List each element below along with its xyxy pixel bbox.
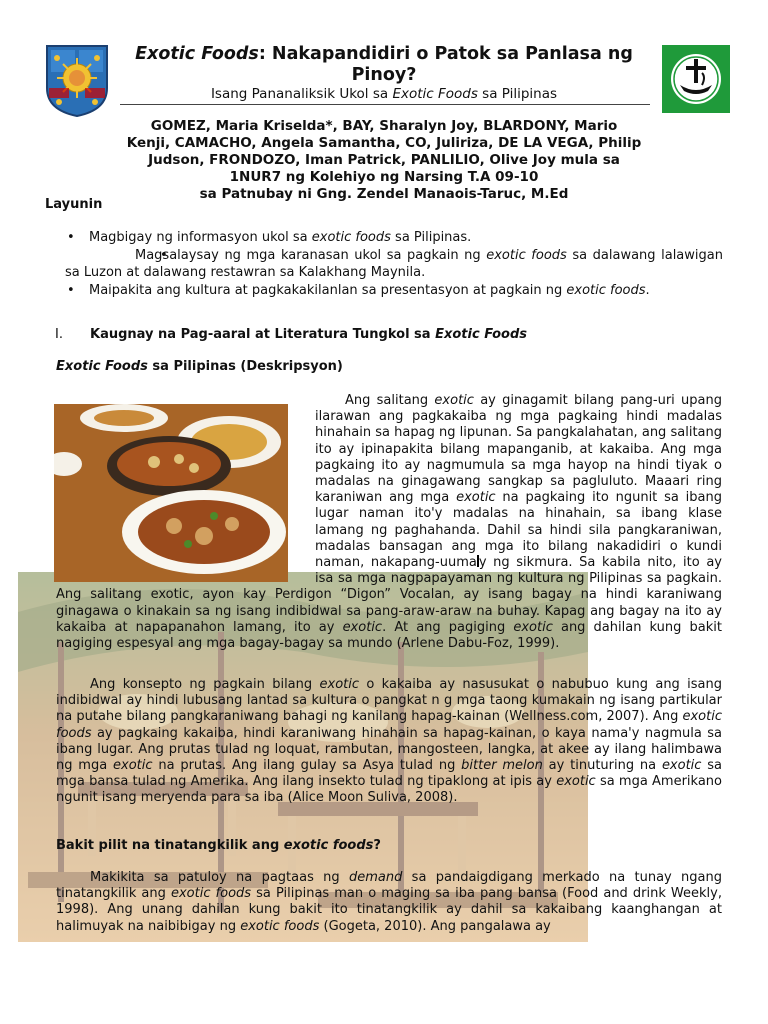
paragraph-3: Makikita sa patuloy na pagtaas ng demand sa pandaigdigang merkado na tunay ngang tinatangkilik ang exotic foods sa Pilipinas man o maging sa iba pang bansa (Food and drink Weekly, 1998). Ang unang dahilan kung bakit ito tinatangkilik ay dahil sa kakaibang kaanghangan at halimuyak na naibibigay ng exotic foods (Gogeta, 2010). Ang pangalawa ay [56, 870, 723, 934]
layunin-heading: Layunin [45, 197, 103, 212]
list-item: • Magsalaysay ng mga karanasan ukol sa pagkain ng exotic foods sa dalawang lalawigan sa Luzon at dalawang restawran sa Kalakhang Maynila. [65, 247, 723, 281]
paragraph-2: Ang konsepto ng pagkain bilang exotic o kakaiba ay nasusukat o nabubuo kung ang isang indibidwal ay hindi lubusang lantad sa kultura o pangkat n g mga taong kumakain ng isang partikular na putahe bilang pangkaraniwang bahagi ng kanilang hapag-kainan (Wellness.com, 2007). Ang exotic foods ay pagkaing kakaiba, hindi karaniwang hinahain sa hapag-kainan, o kaya nama'y nagmula sa ibang lugar. Ang prutas tulad ng loquat, rambutan, mangosteen, langka, at akee ay ilang halimbawa ng mga exotic na prutas. Ang ilang gulay sa Asya tulad ng bitter melon ay tinuturing na exotic sa mga bansa tulad ng Amerika. Ang ilang insekto tulad ng tipaklong at ipis ay exotic sa mga Amerikano ngunit isang meryenda para sa iba (Alice Moon Suliva, 2008). [56, 677, 723, 806]
author-line: 1NUR7 ng Kolehiyo ng Narsing T.A 09-10 [229, 169, 539, 185]
university-seal-logo [45, 44, 109, 118]
paper-title: Exotic Foods: Nakapandidiri o Patok sa Panlasa ng Pinoy? [135, 44, 633, 85]
question-heading: Bakit pilit na tinatangkilik ang exotic foods? [56, 838, 381, 853]
section-title: Kaugnay na Pag-aaral at Literatura Tungkol sa Exotic Foods [90, 327, 527, 342]
paper-subtitle: Isang Pananaliksik Ukol sa Exotic Foods sa Pilipinas [210, 86, 558, 102]
author-line: GOMEZ, Maria Kriselda*, BAY, Sharalyn Joy, BLARDONY, Mario [150, 118, 618, 134]
list-item: • Magbigay ng informasyon ukol sa exotic foods sa Pilipinas. [65, 229, 723, 246]
section-number: I. [55, 327, 63, 342]
nursing-college-logo [662, 45, 730, 113]
objectives-list [65, 229, 723, 299]
author-list [110, 118, 658, 203]
subsection-title: Exotic Foods sa Pilipinas (Deskripsyon) [56, 359, 343, 374]
image-wrap-spacer [56, 393, 315, 582]
title-rule [120, 104, 650, 105]
paragraph-1-top: Ang salitang exotic ay ginagamit bilang pang-uri upang ilarawan ang pagkakaiba ng mga pagkaing hindi madalas hinahain sa hapag ng lipunan. Sa pangkalahatan, ang salitang ito ay ipinapakita bilang mapanganib, at kakaiba. Ang mga pagkaing ito ay nagmumula sa mga hayop na hindi tiyak o madalas na ginagawang sangkap sa pagluluto. Maaari ring karaniwan ang mga exotic na pagkaing ito ngunit sa ibang lugar naman ito'y madalas na hinahain, sa ibang klase lamang ng paghahanda. Dahil sa hindi sila pangkaraniwan, madalas bansagan ang mga ito bilang nakadidiri o kundi naman, nakapang-uuma y ng sikmura. Sa kabila nito, ito ay isa sa mga nagpapayaman ng kultura ng Pilipinas sa pagkain. Ang salitang exotic, ayon kay Perdigon “Digon” Vocalan, ay isang bagay na hindi karaniwang ginagawa o kinakain sa ng isang indibidwal sa pang-araw-araw na buhay. Kapag ang bagay na ito ay kakaiba at napapanahon lamang, ito ay exotic. At ang pagiging exotic ang dahilan kung bakit nagiging espesyal ang mga bagay-bagay sa mundo (Arlene Dabu-Foz, 1999). [56, 393, 722, 652]
author-line: Kenji, CAMACHO, Angela Samantha, CO, Juliriza, DE LA VEGA, Philip [126, 135, 642, 151]
author-line: sa Patnubay ni Gng. Zendel Manaois-Taruc, M.Ed [199, 186, 569, 202]
author-line: Judson, FRONDOZO, Iman Patrick, PANLILIO, Olive Joy mula sa [148, 152, 620, 168]
list-item: • Maipakita ang kultura at pagkakakilanlan sa presentasyon at pagkain ng exotic foods. [65, 282, 723, 299]
